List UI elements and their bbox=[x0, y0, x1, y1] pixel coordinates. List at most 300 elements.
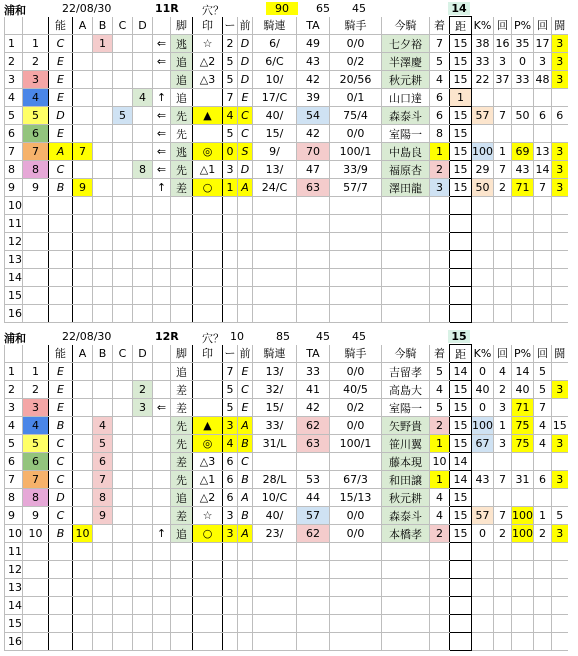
kishu-cell bbox=[330, 453, 382, 471]
k-pct-cell: 100 bbox=[472, 417, 494, 435]
nouryoku-cell: E bbox=[49, 399, 73, 417]
row-number-cell: 15 bbox=[5, 287, 23, 305]
arrow-cell bbox=[153, 471, 171, 489]
col-d-cell bbox=[133, 71, 153, 89]
dash-cell: 5 bbox=[223, 53, 238, 71]
chaku-cell: 4 bbox=[430, 71, 450, 89]
kishu-cell: 0/2 bbox=[330, 53, 382, 71]
ta-cell: 53 bbox=[297, 471, 330, 489]
col-d-cell bbox=[133, 363, 153, 381]
col-d-cell bbox=[133, 197, 153, 215]
kyori-cell bbox=[450, 579, 472, 597]
kyaku-cell bbox=[171, 233, 193, 251]
mark-cell bbox=[193, 597, 223, 615]
kishu-cell bbox=[330, 197, 382, 215]
konki-cell: 森泰斗 bbox=[382, 107, 430, 125]
col-c-cell bbox=[113, 561, 133, 579]
mae-cell: C bbox=[238, 125, 253, 143]
ta-cell bbox=[297, 615, 330, 633]
col-b-cell bbox=[93, 287, 113, 305]
col-b-cell bbox=[93, 269, 113, 287]
col-b-cell bbox=[93, 53, 113, 71]
table-row bbox=[5, 597, 568, 615]
kiren-cell: 17/C bbox=[253, 89, 297, 107]
konki-cell bbox=[382, 561, 430, 579]
column-header: C bbox=[113, 17, 133, 35]
kishu-cell bbox=[330, 597, 382, 615]
table-row bbox=[5, 251, 568, 269]
entries-table bbox=[4, 344, 568, 651]
kai2-cell bbox=[534, 305, 552, 323]
row-number-cell: 13 bbox=[5, 579, 23, 597]
p-pct-cell: 33 bbox=[512, 71, 534, 89]
kai-cell bbox=[494, 233, 512, 251]
ta-cell: 42 bbox=[297, 125, 330, 143]
kishu-cell: 33/9 bbox=[330, 161, 382, 179]
col-b-cell bbox=[93, 561, 113, 579]
chaku-cell: 4 bbox=[430, 507, 450, 525]
dash-cell bbox=[223, 615, 238, 633]
col-d-cell bbox=[133, 125, 153, 143]
p-pct-cell bbox=[512, 453, 534, 471]
p-pct-cell bbox=[512, 489, 534, 507]
mark-cell bbox=[193, 125, 223, 143]
kai2-cell bbox=[534, 453, 552, 471]
kyori-cell bbox=[450, 633, 472, 651]
kiren-cell bbox=[253, 215, 297, 233]
col-a-cell: 7 bbox=[73, 143, 93, 161]
waku-cell: 8 bbox=[23, 489, 49, 507]
kai2-cell: 4 bbox=[534, 435, 552, 453]
ta-cell bbox=[297, 251, 330, 269]
col-d-cell bbox=[133, 305, 153, 323]
p-pct-cell: 31 bbox=[512, 471, 534, 489]
ta-cell bbox=[297, 305, 330, 323]
kai2-cell: 17 bbox=[534, 35, 552, 53]
mae-cell: C bbox=[238, 453, 253, 471]
kyaku-cell: 逃 bbox=[171, 35, 193, 53]
kiren-cell: 9/ bbox=[253, 143, 297, 161]
dash-cell: 5 bbox=[223, 71, 238, 89]
column-header: 着 bbox=[430, 17, 450, 35]
row-number-cell: 1 bbox=[5, 35, 23, 53]
dash-cell: 3 bbox=[223, 417, 238, 435]
chaku-cell: 8 bbox=[430, 125, 450, 143]
kyaku-cell: 先 bbox=[171, 107, 193, 125]
konki-cell bbox=[382, 615, 430, 633]
kyori-cell bbox=[450, 561, 472, 579]
tou-cell: 3 bbox=[552, 71, 568, 89]
konki-cell: 森泰斗 bbox=[382, 507, 430, 525]
dash-cell bbox=[223, 579, 238, 597]
nouryoku-cell: D bbox=[49, 107, 73, 125]
tou-cell: 3 bbox=[552, 143, 568, 161]
kai2-cell: 14 bbox=[534, 161, 552, 179]
kyaku-cell: 追 bbox=[171, 489, 193, 507]
column-header: 回 bbox=[494, 345, 512, 363]
waku-cell: 1 bbox=[23, 35, 49, 53]
col-c-cell bbox=[113, 233, 133, 251]
p-pct-cell: 71 bbox=[512, 179, 534, 197]
col-c-cell bbox=[113, 71, 133, 89]
row-number-cell: 16 bbox=[5, 633, 23, 651]
p-pct-cell: 75 bbox=[512, 417, 534, 435]
p-pct-cell: 14 bbox=[512, 363, 534, 381]
dash-cell bbox=[223, 197, 238, 215]
kiren-cell: 40/ bbox=[253, 107, 297, 125]
row-number-cell: 12 bbox=[5, 233, 23, 251]
kai2-cell: 5 bbox=[534, 363, 552, 381]
konki-cell: 藤本現 bbox=[382, 453, 430, 471]
kai2-cell bbox=[534, 125, 552, 143]
kiren-cell: 40/ bbox=[253, 507, 297, 525]
waku-cell bbox=[23, 215, 49, 233]
mark-cell: △2 bbox=[193, 53, 223, 71]
kishu-cell: 100/1 bbox=[330, 143, 382, 161]
table-row bbox=[5, 125, 568, 143]
row-number-cell: 10 bbox=[5, 525, 23, 543]
kyori-cell bbox=[450, 305, 472, 323]
arrow-cell bbox=[153, 215, 171, 233]
col-c-cell bbox=[113, 143, 133, 161]
column-header: 着 bbox=[430, 345, 450, 363]
col-a-cell bbox=[73, 251, 93, 269]
arrow-cell: ⇐ bbox=[153, 107, 171, 125]
mae-cell bbox=[238, 215, 253, 233]
kishu-cell: 0/0 bbox=[330, 507, 382, 525]
kai-cell: 3 bbox=[494, 399, 512, 417]
kishu-cell bbox=[330, 543, 382, 561]
k-pct-cell: 50 bbox=[472, 179, 494, 197]
nouryoku-cell: B bbox=[49, 417, 73, 435]
arrow-cell: ↑ bbox=[153, 525, 171, 543]
kyaku-cell: 差 bbox=[171, 507, 193, 525]
column-header: ー bbox=[223, 17, 238, 35]
k-pct-cell bbox=[472, 233, 494, 251]
mae-cell: D bbox=[238, 35, 253, 53]
nouryoku-cell: C bbox=[49, 471, 73, 489]
kyaku-cell: 差 bbox=[171, 179, 193, 197]
col-b-cell bbox=[93, 305, 113, 323]
kai-cell: 7 bbox=[494, 471, 512, 489]
ta-cell: 49 bbox=[297, 35, 330, 53]
arrow-cell bbox=[153, 197, 171, 215]
ta-cell bbox=[297, 597, 330, 615]
waku-cell: 4 bbox=[23, 89, 49, 107]
kai-cell: 2 bbox=[494, 179, 512, 197]
col-d-cell bbox=[133, 543, 153, 561]
row-number-cell: 9 bbox=[5, 507, 23, 525]
nouryoku-cell: E bbox=[49, 125, 73, 143]
kyori-cell bbox=[450, 597, 472, 615]
col-a-cell bbox=[73, 363, 93, 381]
kiren-cell bbox=[253, 579, 297, 597]
chaku-cell: 4 bbox=[430, 381, 450, 399]
mae-cell: B bbox=[238, 471, 253, 489]
chaku-cell: 1 bbox=[430, 143, 450, 161]
table-row bbox=[5, 507, 568, 525]
row-number-cell: 14 bbox=[5, 269, 23, 287]
kyori-cell: 15 bbox=[450, 507, 472, 525]
tou-cell: 3 bbox=[552, 525, 568, 543]
p-pct-cell bbox=[512, 287, 534, 305]
column-header: 騎連 bbox=[253, 345, 297, 363]
k-pct-cell bbox=[472, 633, 494, 651]
column-header: 距 bbox=[450, 17, 472, 35]
kyori-cell bbox=[450, 287, 472, 305]
mark-cell: ▲ bbox=[193, 417, 223, 435]
col-a-cell bbox=[73, 53, 93, 71]
value-2: 45 bbox=[316, 330, 330, 343]
col-b-cell bbox=[93, 197, 113, 215]
kiren-cell: 13/ bbox=[253, 363, 297, 381]
col-a-cell bbox=[73, 107, 93, 125]
arrow-cell bbox=[153, 269, 171, 287]
waku-cell bbox=[23, 543, 49, 561]
tou-cell bbox=[552, 287, 568, 305]
tou-cell: 6 bbox=[552, 107, 568, 125]
table-row bbox=[5, 435, 568, 453]
kiren-cell bbox=[253, 269, 297, 287]
mae-cell bbox=[238, 561, 253, 579]
tou-cell bbox=[552, 543, 568, 561]
col-c-cell bbox=[113, 197, 133, 215]
race-date: 22/08/30 bbox=[62, 330, 112, 343]
kiren-cell bbox=[253, 251, 297, 269]
konki-cell: 吉留孝 bbox=[382, 363, 430, 381]
waku-cell bbox=[23, 287, 49, 305]
nouryoku-cell bbox=[49, 305, 73, 323]
ta-cell bbox=[297, 561, 330, 579]
kai-cell: 3 bbox=[494, 53, 512, 71]
col-d-cell bbox=[133, 579, 153, 597]
mae-cell: D bbox=[238, 53, 253, 71]
col-d-cell: 8 bbox=[133, 161, 153, 179]
table-row bbox=[5, 579, 568, 597]
mae-cell: E bbox=[238, 363, 253, 381]
ta-cell: 43 bbox=[297, 53, 330, 71]
arrow-cell bbox=[153, 633, 171, 651]
col-c-cell bbox=[113, 471, 133, 489]
p-pct-cell: 69 bbox=[512, 143, 534, 161]
p-pct-cell bbox=[512, 579, 534, 597]
col-b-cell bbox=[93, 579, 113, 597]
kai-cell bbox=[494, 125, 512, 143]
col-c-cell bbox=[113, 507, 133, 525]
kyaku-cell bbox=[171, 287, 193, 305]
tou-cell bbox=[552, 561, 568, 579]
row-number-cell: 7 bbox=[5, 471, 23, 489]
row-number-cell: 5 bbox=[5, 435, 23, 453]
tou-cell bbox=[552, 215, 568, 233]
row-number-cell: 10 bbox=[5, 197, 23, 215]
dash-cell bbox=[223, 543, 238, 561]
arrow-cell bbox=[153, 453, 171, 471]
chaku-cell bbox=[430, 269, 450, 287]
row-number-cell: 12 bbox=[5, 561, 23, 579]
table-row bbox=[5, 543, 568, 561]
mark-cell: ○ bbox=[193, 179, 223, 197]
table-row bbox=[5, 107, 568, 125]
kai-cell: 1 bbox=[494, 143, 512, 161]
mark-cell: △1 bbox=[193, 471, 223, 489]
dash-cell bbox=[223, 633, 238, 651]
konki-cell bbox=[382, 579, 430, 597]
col-d-cell bbox=[133, 143, 153, 161]
p-pct-cell bbox=[512, 305, 534, 323]
nouryoku-cell bbox=[49, 287, 73, 305]
p-pct-cell: 50 bbox=[512, 107, 534, 125]
col-c-cell bbox=[113, 453, 133, 471]
mark-cell: ☆ bbox=[193, 507, 223, 525]
col-d-cell bbox=[133, 525, 153, 543]
kishu-cell: 100/1 bbox=[330, 435, 382, 453]
col-a-cell bbox=[73, 597, 93, 615]
row-number-cell: 11 bbox=[5, 215, 23, 233]
table-header bbox=[5, 17, 568, 35]
kai2-cell bbox=[534, 597, 552, 615]
kiren-cell bbox=[253, 287, 297, 305]
table-row bbox=[5, 471, 568, 489]
waku-cell bbox=[23, 197, 49, 215]
table-row bbox=[5, 489, 568, 507]
konki-cell bbox=[382, 305, 430, 323]
col-c-cell bbox=[113, 53, 133, 71]
column-header: D bbox=[133, 17, 153, 35]
ta-cell: 39 bbox=[297, 89, 330, 107]
mark-cell bbox=[193, 233, 223, 251]
konki-cell bbox=[382, 597, 430, 615]
mark-cell bbox=[193, 197, 223, 215]
p-pct-cell: 35 bbox=[512, 35, 534, 53]
k-pct-cell bbox=[472, 579, 494, 597]
race-number: 12R bbox=[155, 330, 179, 343]
row-number-cell: 14 bbox=[5, 597, 23, 615]
chaku-cell bbox=[430, 543, 450, 561]
kai-cell bbox=[494, 251, 512, 269]
kai-cell bbox=[494, 543, 512, 561]
row-number-cell: 2 bbox=[5, 381, 23, 399]
mae-cell bbox=[238, 233, 253, 251]
k-pct-cell bbox=[472, 543, 494, 561]
chaku-cell: 1 bbox=[430, 435, 450, 453]
table-row bbox=[5, 233, 568, 251]
tou-cell: 15 bbox=[552, 417, 568, 435]
col-b-cell bbox=[93, 125, 113, 143]
col-c-cell bbox=[113, 161, 133, 179]
col-b-cell bbox=[93, 615, 113, 633]
chaku-cell bbox=[430, 197, 450, 215]
arrow-cell bbox=[153, 233, 171, 251]
column-header: 印 bbox=[193, 17, 223, 35]
kyaku-cell: 差 bbox=[171, 453, 193, 471]
kyaku-cell: 逃 bbox=[171, 143, 193, 161]
col-b-cell bbox=[93, 179, 113, 197]
table-row bbox=[5, 381, 568, 399]
nouryoku-cell: D bbox=[49, 489, 73, 507]
column-header: K% bbox=[472, 345, 494, 363]
kishu-cell bbox=[330, 251, 382, 269]
kiren-cell bbox=[253, 305, 297, 323]
col-d-cell bbox=[133, 233, 153, 251]
arrow-cell bbox=[153, 287, 171, 305]
track-name: 浦和 bbox=[4, 332, 26, 345]
kishu-cell: 0/0 bbox=[330, 417, 382, 435]
kyori-cell: 15 bbox=[450, 179, 472, 197]
kiren-cell: 6/ bbox=[253, 35, 297, 53]
col-b-cell bbox=[93, 233, 113, 251]
kai-cell: 7 bbox=[494, 161, 512, 179]
kyori-cell: 15 bbox=[450, 143, 472, 161]
col-c-cell bbox=[113, 597, 133, 615]
p-pct-cell bbox=[512, 197, 534, 215]
chaku-cell: 6 bbox=[430, 107, 450, 125]
waku-cell bbox=[23, 561, 49, 579]
dash-cell: 3 bbox=[223, 525, 238, 543]
kai-cell bbox=[494, 489, 512, 507]
mae-cell bbox=[238, 305, 253, 323]
tou-cell bbox=[552, 305, 568, 323]
table-header bbox=[5, 345, 568, 363]
waku-cell: 5 bbox=[23, 435, 49, 453]
konki-cell bbox=[382, 197, 430, 215]
dash-cell: 2 bbox=[223, 35, 238, 53]
table-row bbox=[5, 525, 568, 543]
col-b-cell bbox=[93, 363, 113, 381]
ta-cell: 41 bbox=[297, 381, 330, 399]
kai-cell bbox=[494, 197, 512, 215]
k-pct-cell: 38 bbox=[472, 35, 494, 53]
nouryoku-cell bbox=[49, 233, 73, 251]
column-header: 回 bbox=[534, 17, 552, 35]
kishu-cell: 40/5 bbox=[330, 381, 382, 399]
arrow-cell bbox=[153, 543, 171, 561]
kyori-cell: 14 bbox=[450, 453, 472, 471]
col-b-cell: 7 bbox=[93, 471, 113, 489]
column-header: A bbox=[73, 17, 93, 35]
kishu-cell bbox=[330, 215, 382, 233]
kai2-cell bbox=[534, 233, 552, 251]
k-pct-cell: 43 bbox=[472, 471, 494, 489]
k-pct-cell bbox=[472, 287, 494, 305]
col-b-cell bbox=[93, 143, 113, 161]
mae-cell bbox=[238, 579, 253, 597]
col-a-cell bbox=[73, 543, 93, 561]
kyaku-cell: 追 bbox=[171, 525, 193, 543]
waku-cell: 4 bbox=[23, 417, 49, 435]
kai2-cell bbox=[534, 579, 552, 597]
ta-cell: 47 bbox=[297, 161, 330, 179]
mark-cell bbox=[193, 251, 223, 269]
kishu-cell bbox=[330, 579, 382, 597]
p-pct-cell bbox=[512, 233, 534, 251]
mark-cell: △2 bbox=[193, 489, 223, 507]
nouryoku-cell: C bbox=[49, 35, 73, 53]
row-number-cell: 2 bbox=[5, 53, 23, 71]
dash-cell bbox=[223, 597, 238, 615]
kyaku-cell bbox=[171, 597, 193, 615]
kai-cell: 37 bbox=[494, 71, 512, 89]
kai-cell bbox=[494, 89, 512, 107]
waku-cell: 9 bbox=[23, 507, 49, 525]
kyaku-cell: 追 bbox=[171, 53, 193, 71]
kyori-cell: 1 bbox=[450, 89, 472, 107]
tou-cell bbox=[552, 399, 568, 417]
konki-cell: 秋元耕 bbox=[382, 71, 430, 89]
chaku-cell bbox=[430, 251, 450, 269]
waku-cell bbox=[23, 269, 49, 287]
ta-cell: 42 bbox=[297, 71, 330, 89]
